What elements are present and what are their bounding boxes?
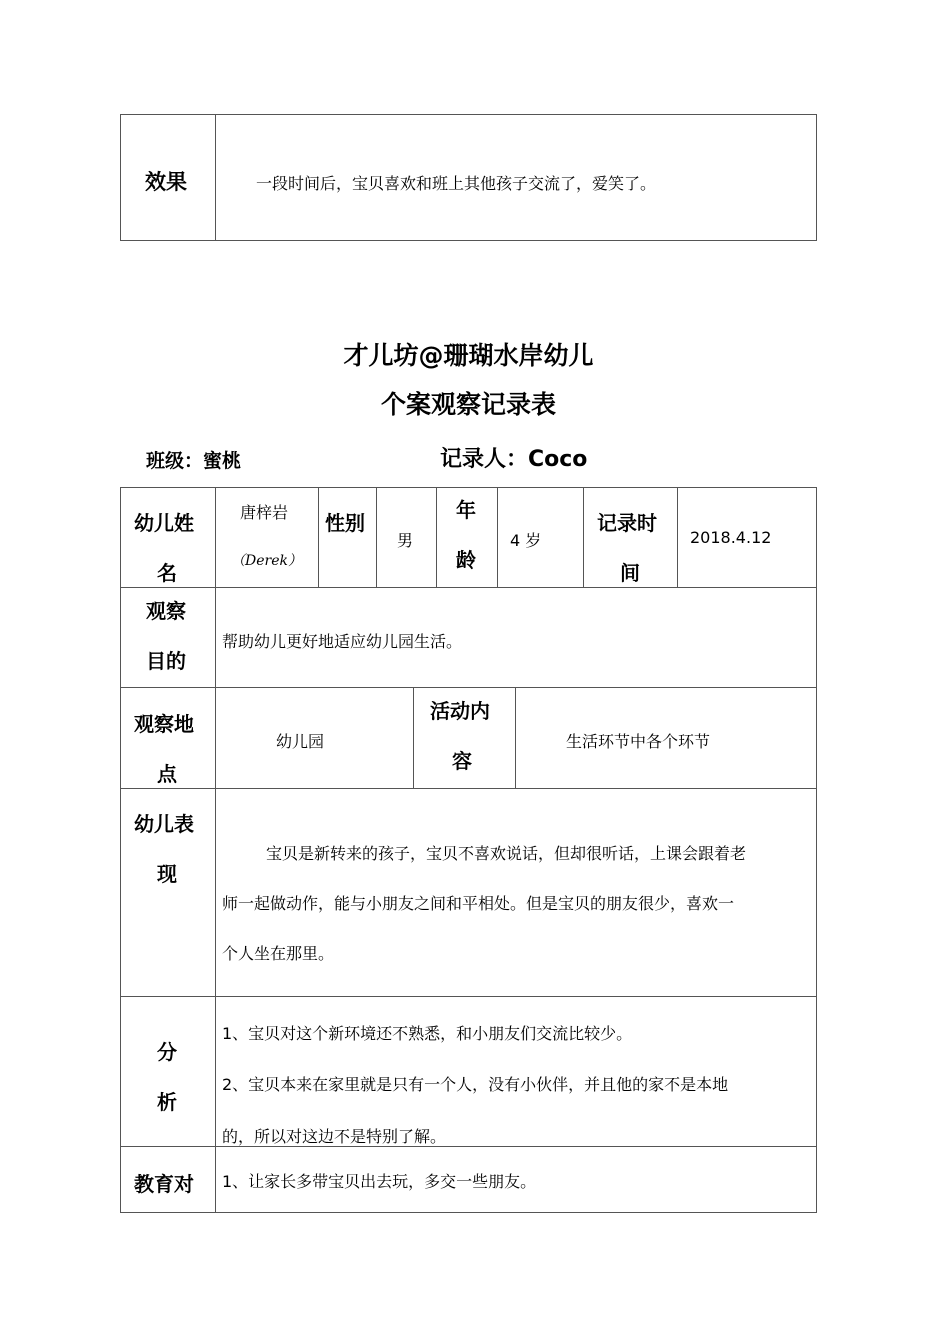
analysis-label-2: 析 — [157, 1090, 177, 1114]
analysis-line-2: 2、宝贝本来在家里就是只有一个人，没有小伙伴，并且他的家不是本地 — [222, 1075, 729, 1094]
class-label: 班级：蜜桃 — [146, 450, 242, 472]
col-line — [318, 487, 319, 587]
effect-label: 效果 — [145, 170, 187, 194]
perf-line-1: 宝贝是新转来的孩子，宝贝不喜欢说话，但却很听话，上课会跟着老 — [266, 844, 747, 863]
activity-label-1: 活动内 — [430, 699, 490, 723]
activity-value: 生活环节中各个环节 — [566, 732, 711, 751]
purpose-value: 帮助幼儿更好地适应幼儿园生活。 — [222, 632, 463, 651]
name-label-1: 幼儿姓 — [134, 511, 194, 535]
time-value: 2018.4.12 — [690, 528, 772, 547]
perf-label-2: 现 — [157, 862, 177, 886]
analysis-line-3: 的，所以对这边不是特别了解。 — [222, 1127, 447, 1146]
edu-label: 教育对 — [134, 1172, 194, 1196]
col-line — [583, 487, 584, 587]
row-line — [120, 996, 817, 997]
gender-value: 男 — [397, 531, 414, 550]
col-line — [376, 487, 377, 587]
effect-table-divider — [215, 114, 216, 241]
time-label-1: 记录时 — [597, 511, 657, 535]
place-label-1: 观察地 — [134, 712, 194, 736]
age-value: 4 岁 — [510, 531, 542, 550]
age-label-2: 龄 — [456, 548, 476, 572]
effect-text: 一段时间后，宝贝喜欢和班上其他孩子交流了，爱笑了。 — [256, 174, 657, 193]
col-line — [215, 487, 216, 1213]
row-line — [120, 687, 817, 688]
edu-line-1: 1、让家长多带宝贝出去玩，多交一些朋友。 — [222, 1172, 537, 1191]
perf-line-2: 师一起做动作，能与小朋友之间和平相处。但是宝贝的朋友很少，喜欢一 — [222, 894, 735, 913]
analysis-label-1: 分 — [157, 1040, 177, 1064]
gender-label: 性别 — [325, 511, 365, 535]
purpose-label-2: 目的 — [146, 649, 186, 673]
col-line — [515, 687, 516, 788]
perf-label-1: 幼儿表 — [134, 812, 194, 836]
perf-line-3: 个人坐在那里。 — [222, 944, 335, 963]
place-label-2: 点 — [157, 762, 177, 786]
col-line — [677, 487, 678, 587]
place-value: 幼儿园 — [276, 732, 325, 751]
row-line — [120, 1146, 817, 1147]
name-label-2: 名 — [157, 561, 177, 585]
row-line — [120, 788, 817, 789]
analysis-line-1: 1、宝贝对这个新环境还不熟悉，和小朋友们交流比较少。 — [222, 1024, 633, 1043]
col-line — [436, 487, 437, 587]
time-label-2: 间 — [620, 561, 640, 585]
recorder-label: 记录人：Coco — [440, 447, 588, 472]
doc-title-line1: 才儿坊@珊瑚水岸幼儿 — [343, 341, 594, 370]
col-line — [497, 487, 498, 587]
name-value: 唐梓岩 — [240, 503, 289, 522]
col-line — [413, 687, 414, 788]
purpose-label-1: 观察 — [146, 599, 186, 623]
row-line — [120, 587, 817, 588]
name-value-en: （Derek） — [231, 553, 302, 569]
doc-title-line2: 个案观察记录表 — [380, 390, 556, 419]
age-label-1: 年 — [456, 498, 476, 522]
activity-label-2: 容 — [452, 749, 472, 773]
